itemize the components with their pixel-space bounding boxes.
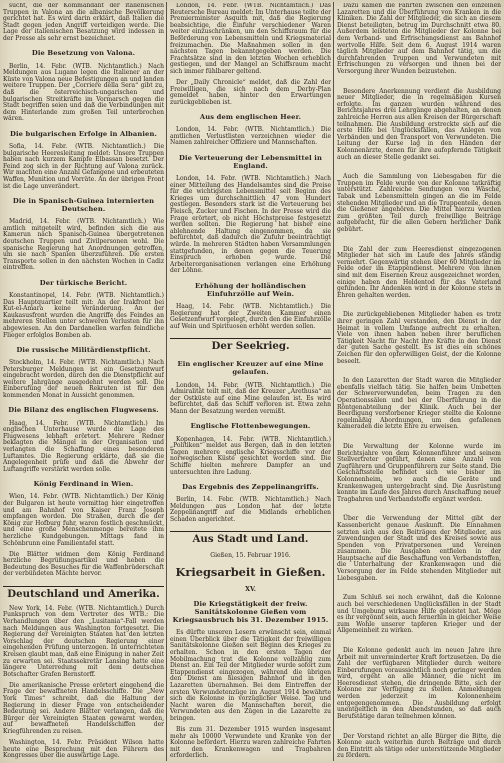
newspaper-column [337, 3, 501, 760]
article-paragraph: Haag, 14. Febr. (WTB. Nichtamtlich.) Im englischen Unterhause wurde die Lage des Flugwesens lebhaft erörtert. Mehrere Redner beklagten die Mängel in der Organisation und verlangten die Schaffung eines besonderen Luftamtes. Die Regierung erklärte, daß sie die Angelegenheit prüfe und daß die Abwehr der Luftangriffe verstärkt werden solle. [3, 419, 164, 473]
article-paragraph: Bis zum 31. Dezember 1915 wurden insgesamt mehr als 10000 Verwundete und Kranke von der Kolonne befördert. Hierzu waren zahlreiche Fahrten mit den Krankenwagen und Tragbahren erforderlich. [170, 726, 331, 760]
article-headline: Ein englischer Kreuzer auf eine Mine gelaufen. [177, 360, 324, 377]
article-paragraph: Madrid, 14. Febr. (WTB. Nichtamtlich.) Wie amtlich mitgeteilt wird, befinden sich die aus Kamerun nach Spanisch-Guinea übergetretenen deutschen Truppen und Zivilpersonen wohl. Die spanische Regierung hat Anordnungen getroffen, um sie nach Spanien überzuführen. Die ersten Transporte sollen in den nächsten Wochen in Cadiz eintreffen. [3, 218, 164, 272]
article-headline: Die Bilanz des englischen Flugwesens. [8, 406, 159, 415]
article-headline: Aus dem englischen Heer. [199, 113, 302, 122]
feature-title: Kriegsarbeit in Gießen. [175, 565, 326, 580]
article-paragraph: Besondere Anerkennung verdient die Ausbildung neuer Mitglieder, die in regelmäßigen Kursen erfolgte. Im ganzen wurden während des Berichtsjahres drei Lehrgänge abgehalten, an denen zahlreiche Herren aus allen Kreisen der Bürgerschaft teilnahmen. Die Ausbildung erstreckte sich auf die erste Hilfe bei Unglücksfällen, das Anlegen von Verbänden und den Transport von Verwundeten. Die Leitung der Kurse lag in den Händen der Kolonnenärzte, denen für ihre aufopfernde Tätigkeit auch an dieser Stelle gedankt sei. [337, 87, 501, 161]
dateline: Gießen, 15. Februar 1916. [210, 552, 291, 560]
article-headline: Die Kriegstätigkeit der freiw. Sanitätskolonne Gießen vom Kriegsausbruch bis 31. Dezember 1915. [172, 599, 329, 625]
article-headline: Die Verteuerung der Lebensmittel in England. [179, 153, 322, 170]
article-headline: Die in Spanisch-Guinea internierten Deutschen. [12, 196, 155, 213]
article-paragraph: Über die Verwendung der Mittel gibt der Kassenbericht genaue Auskunft. Die Einnahmen setzten sich aus den Beiträgen der Mitglieder, aus Zuwendungen der Stadt und des Kreises sowie aus Spenden von Privatpersonen und Vereinen zusammen. Die Ausgaben entfielen in der Hauptsache auf die Beschaffung von Verbandstoffen, die Unterhaltung der Krankenwagen und die Versorgung der im Felde stehenden Mitglieder mit Liebesgaben. [337, 515, 501, 582]
article-paragraph: In den Lazaretten der Stadt waren die Mitglieder ebenfalls vielfach tätig. Sie halfen beim Umbetten der Schwerverwundeten, beim Tragen zu den Operationssälen und bei der Überführung in die Röntgenabteilung der Klinik. Auch bei der Beerdigung verstorbener Krieger stellte die Kolonne regelmäßig Abordnungen, um den gefallenen Kameraden die letzte Ehre zu erweisen. [337, 377, 501, 431]
article-headline: König Ferdinand in Wien. [33, 480, 134, 489]
article-headline: Englische Flottenbewegungen. [190, 422, 311, 431]
article-headline: Die Besetzung von Valona. [31, 49, 136, 58]
article-paragraph: Washington, 14. Febr. Präsident Wilson hatte heute eine Besprechung mit den Führern des Kongresses über die auswärtige Lage. [3, 739, 164, 760]
article-paragraph: New York, 14. Febr. (WTB. Nichtamtlich.) Durch Funkspruch von dem Vertreter des WTB.: Die Verhandlungen über den „Lusitania“-Fall werden nach Meldungen aus Washington fortgesetzt. Die Regierung der Vereinigten Staaten hat den letzten Vorschlag der deutschen Regierung einer eingehenden Prüfung unterzogen. In unterrichteten Kreisen glaubt man, daß eine Einigung in naher Zeit zu erwarten sei. Staatssekretär Lansing hatte eine längere Unterredung mit dem deutschen Botschafter Grafen Bernstorff. [3, 604, 164, 678]
article-paragraph: Der Vorstand richtet an alle Bürger die Bitte, die Kolonne auch weiterhin durch Beiträge und durch den Eintritt als tätige oder unterstützende Mitglieder zu fördern. [337, 732, 501, 760]
article-paragraph: Es dürfte unseren Lesern erwünscht sein, einmal einen Überblick über die Tätigkeit der freiwilligen Sanitätskolonne Gießen seit Beginn des Krieges zu erhalten. Schon in den ersten Tagen der Mobilmachung trat die Kolonne vollzählig zum Dienst an. Ein Teil der Mitglieder wurde sofort zum Etappendienst eingezogen, während die übrigen den Dienst am hiesigen Bahnhof und in den Lazaretten übernahmen. Bei dem Eintreffen der ersten Verwundetenzüge im August 1914 bewährte sich die Kolonne in vorzüglicher Weise. Tag und Nacht waren die Mannschaften bereit, die Verwundeten aus den Zügen in die Lazarette zu bringen. [170, 629, 331, 722]
article-headline: Die russische Militärdienstpflicht. [16, 345, 151, 354]
article-paragraph: Berlin, 14. Febr. (WTB. Nichtamtlich.) Nach Meldungen aus Lugano legen die Italiener an der Küste von Valona neue Befestigungen an und landen weitere Truppen. Der „Corriere della Sera“ gibt zu, daß die österreichisch-ungarischen und bulgarischen Streitkräfte im Vormarsch gegen die Stadt begriffen seien und daß die Verbindungen mit dem Hinterlande zum großen Teil unterbrochen wären. [3, 62, 164, 123]
article-paragraph: Zum Schluß sei noch erwähnt, daß die Kolonne auch bei verschiedenen Unglücksfällen in der Stadt und Umgebung wirksame Hilfe geleistet hat. Möge es ihr vergönnt sein, auch fernerhin in gleicher Weise zum Wohle unserer tapferen Krieger und der Allgemeinheit zu wirken. [337, 594, 501, 635]
newspaper-column [170, 3, 331, 760]
section-title: Aus Stadt und Land. [170, 531, 331, 546]
article-paragraph: Die Verwaltung der Kolonne wurde im Berichtsjahre von dem Kolonnenführer und seinem Stellvertreter geführt, denen eine Anzahl von Zugführern und Gruppenführern zur Seite stand. Die Geschäftsstelle befindet sich wie bisher im Kolonnenheim, wo auch die Geräte und Krankenwagen untergebracht sind. Die Ausrüstung konnte im Laufe des Jahres durch Anschaffung neuer Tragbahren und Verbandstoffe ergänzt werden. [337, 442, 501, 503]
article-paragraph: sucht, die der Kommandant der italienischen Truppen in Valona an die albanische Bevölkerung gerichtet hat. Es wird darin erklärt, daß Italien die Stadt gegen jeden Angriff verteidigen werde. Die Lage der italienischen Besatzung wird indessen in der Presse als sehr ernst bezeichnet. [3, 3, 164, 42]
article-paragraph: Dazu kamen die Fahrten zwischen den einzelnen Lazaretten und die Überführung von Kranken in die Kliniken. Die Zahl der Mitglieder, die sich an diesem Dienst beteiligten, betrug im Durchschnitt etwa 80. Außerdem leisteten die Mitglieder der Kolonne bei dem Verband- und Erfrischungsdienst am Bahnhof wertvolle Hilfe. Seit dem 6. August 1914 waren täglich Mitglieder auf dem Bahnhof tätig, um die durchfahrenden Truppen und Verwundeten mit Erfrischungen zu versorgen und ihnen bei der Versorgung ihrer Wunden beizustehen. [337, 3, 501, 75]
article-paragraph: London, 14. Febr. (WTB. Nichtamtlich.) Das Reutersche Bureau meldet: Im Unterhause teilte der Premierminister Asquith mit, daß die Regierung beabsichtige, die Einfuhr verschiedener Waren weiter einzuschränken, um den Schiffsraum für die Beförderung von Lebensmitteln und Kriegsmaterial freizumachen. Die Maßnahmen sollen in den nächsten Tagen bekanntgegeben werden. Die Frachtsätze sind in den letzten Wochen erheblich gestiegen, und der Mangel an Schiffsraum macht sich immer fühlbarer geltend. [170, 3, 331, 75]
article-paragraph: Berlin, 14. Febr. (WTB. Nichtamtlich.) Nach Meldungen aus London hat der letzte Zeppelinangriff auf die Midlands erheblichen Schaden angerichtet. [170, 496, 331, 523]
article-paragraph: Sofia, 14. Febr. (WTB. Nichtamtlich.) Die bulgarische Heeresleitung meldet: Unsere Truppen haben nach kurzem Kampfe Elbassan besetzt. Der Feind zog sich in der Richtung auf Valona zurück. Wir machten eine Anzahl Gefangene und erbeuteten Waffen, Munition und Vorräte. An der übrigen Front ist die Lage unverändert. [3, 142, 164, 190]
column-rule [166, 2, 167, 761]
section-title: Deutschland und Amerika. [3, 586, 164, 601]
article-paragraph: Kopenhagen, 14. Febr. (WTB. Nichtamtlich.) „Politiken“ meldet aus Bergen, daß in den letzten Tagen mehrere englische Kriegsschiffe vor der norwegischen Küste gesichtet worden sind. Die Schiffe hielten mehrere Dampfer an und untersuchten ihre Ladung. [170, 435, 331, 476]
article-paragraph: London, 14. Febr. (WTB. Nichtamtlich.) Nach einer Mitteilung des Handelsamtes sind die Preise für die wichtigsten Lebensmittel seit Beginn des Krieges um durchschnittlich 47 vom Hundert gestiegen. Besonders stark ist die Verteuerung bei Fleisch, Zucker und Fischen. In der Presse wird die Frage erörtert, ob nicht Höchstpreise festgesetzt werden sollten. Die Regierung hat bisher eine ablehnende Haltung eingenommen, da sie befürchtet, daß dadurch die Zufuhr beeinträchtigt würde. In mehreren Städten haben Versammlungen stattgefunden, in denen gegen die Teuerung Einspruch erhoben wurde. Die Arbeiterorganisationen verlangen eine Erhöhung der Löhne. [170, 175, 331, 275]
article-headline: Die bulgarischen Erfolge in Albanien. [10, 129, 157, 138]
article-paragraph: Die zurückgebliebenen Mitglieder haben es trotz ihrer geringen Zahl verstanden, den Dienst in der Heimat in vollem Umfange aufrecht zu erhalten. Viele von ihnen haben neben ihrer beruflichen Tätigkeit Nacht für Nacht ihre Kräfte in den Dienst der guten Sache gestellt. Es ist dies ein schönes Zeichen für den opferwilligen Geist, der die Kolonne beseelt. [337, 311, 501, 365]
column-rule [333, 2, 334, 761]
section-title: Der Seekrieg. [170, 338, 331, 353]
article-paragraph: Wien, 14. Febr. (WTB. Nichtamtlich.) Der König der Bulgaren ist heute vormittag hier eingetroffen und am Bahnhof von Kaiser Franz Joseph empfangen worden. Die Straßen, durch die der König zur Hofburg fuhr, waren festlich geschmückt, und eine große Menschenmenge bereitete ihm herzliche Kundgebungen. Mittags fand in Schönbrunn eine Familientafel statt. [3, 493, 164, 547]
article-paragraph: London, 14. Febr. (WTB. Nichtamtlich.) Die Admiralität teilt mit, daß der Kreuzer „Arethusa“ an der Ostküste auf eine Mine gelaufen ist. Es wird befürchtet, daß das Schiff verloren ist. Etwa zehn Mann der Besatzung werden vermißt. [170, 381, 331, 416]
article-paragraph: Der „Daily Chronicle“ meldet, daß die Zahl der Freiwilligen, die sich nach dem Derby-Plan gemeldet haben, hinter den Erwartungen zurückgeblieben ist. [170, 78, 331, 106]
article-paragraph: Die Zahl der zum Heeresdienst eingezogenen Mitglieder hat sich im Laufe des Jahres ständig vermehrt. Gegenwärtig stehen über 60 Mitglieder im Felde oder im Etappendienst. Mehrere von ihnen sind mit dem Eisernen Kreuz ausgezeichnet worden, einige haben den Heldentod für das Vaterland gefunden. Ihr Andenken wird in der Kolonne stets in Ehren gehalten werden. [337, 245, 501, 299]
newspaper-column [3, 3, 164, 760]
article-paragraph: Haag, 14. Febr. (WTB. Nichtamtlich.) Die Regierung hat der Zweiten Kammer einen Gesetzentwurf vorgelegt, durch den die Einfuhrzölle auf Wein und Spirituosen erhöht werden sollen. [170, 303, 331, 330]
article-paragraph: Die amerikanische Presse erörtert eingehend die Frage der bewaffneten Handelsschiffe. Die „New York Times“ schreibt, daß die Haltung der Regierung in dieser Frage von entscheidender Bedeutung sei. Andere Blätter verlangen, daß die Bürger der Vereinigten Staaten gewarnt werden, auf bewaffneten Handelsschiffen der Kriegführenden zu reisen. [3, 681, 164, 735]
part-numeral: XV. [245, 585, 256, 593]
article-headline: Der türkische Bericht. [39, 278, 128, 287]
article-paragraph: Stockholm, 14. Febr. (WTB. Nichtamtlich.) Nach Petersburger Meldungen ist ein Gesetzentwurf eingebracht worden, durch den die Dienstpflicht auf weitere Jahrgänge ausgedehnt werden soll. Die Einberufung der neuen Rekruten ist für den kommenden Monat in Aussicht genommen. [3, 359, 164, 400]
article-paragraph: Auch die Sammlung von Liebesgaben für die Truppen im Felde wurde von der Kolonne tatkräftig unterstützt. Zahlreiche Sendungen von Wäsche, Tabak und Lebensmitteln gingen an die im Felde stehenden Mitglieder und an die Truppenteile, denen die Gießener angehören. Die Mittel hierzu wurden zum größten Teil durch freiwillige Beiträge aufgebracht, für die allen Gebern herzlicher Dank gebührt. [337, 173, 501, 233]
article-headline: Erhöhung der holländischen Einfuhrzölle auf Wein. [195, 281, 306, 298]
article-paragraph: Die Blätter widmen dem König Ferdinand herzliche Begrüßungsartikel und heben die Bedeutung des Besuches für die Waffenbrüderschaft der verbündeten Mächte hervor. [3, 550, 164, 578]
article-paragraph: Die Kolonne gedenkt auch im neuen Jahre ihre Arbeit mit unverminderter Kraft fortzusetzen. Da die Zahl der verfügbaren Mitglieder durch weitere Einberufungen voraussichtlich noch geringer werden wird, ergeht an alle Männer, die nicht im Heeresdienst stehen, die dringende Bitte, sich der Kolonne zur Verfügung zu stellen. Anmeldungen werden jederzeit im Kolonnenheim entgegengenommen. Die Ausbildung erfolgt unentgeltlich in den Abendstunden, so daß auch Berufstätige daran teilnehmen können. [337, 646, 501, 720]
article-paragraph: London, 14. Febr. (WTB. Nichtamtlich.) Die amtlichen Verlustlisten verzeichnen wieder die Namen zahlreicher Offiziere und Mannschaften. [170, 126, 331, 147]
article-paragraph: Konstantinopel, 14. Febr. (WTB. Nichtamtlich.) Das Hauptquartier teilt mit: An der Irakfront bei Kut-el-Amara keine Veränderung. An der Kaukasusfront wurden die Angriffe des Feindes an mehreren Stellen unter schweren Verlusten für ihn abgewiesen. An den Dardanellen warfen feindliche Flieger erfolglos Bomben ab. [3, 291, 164, 339]
article-headline: Das Ergebnis des Zeppelinangriffs. [182, 482, 319, 491]
